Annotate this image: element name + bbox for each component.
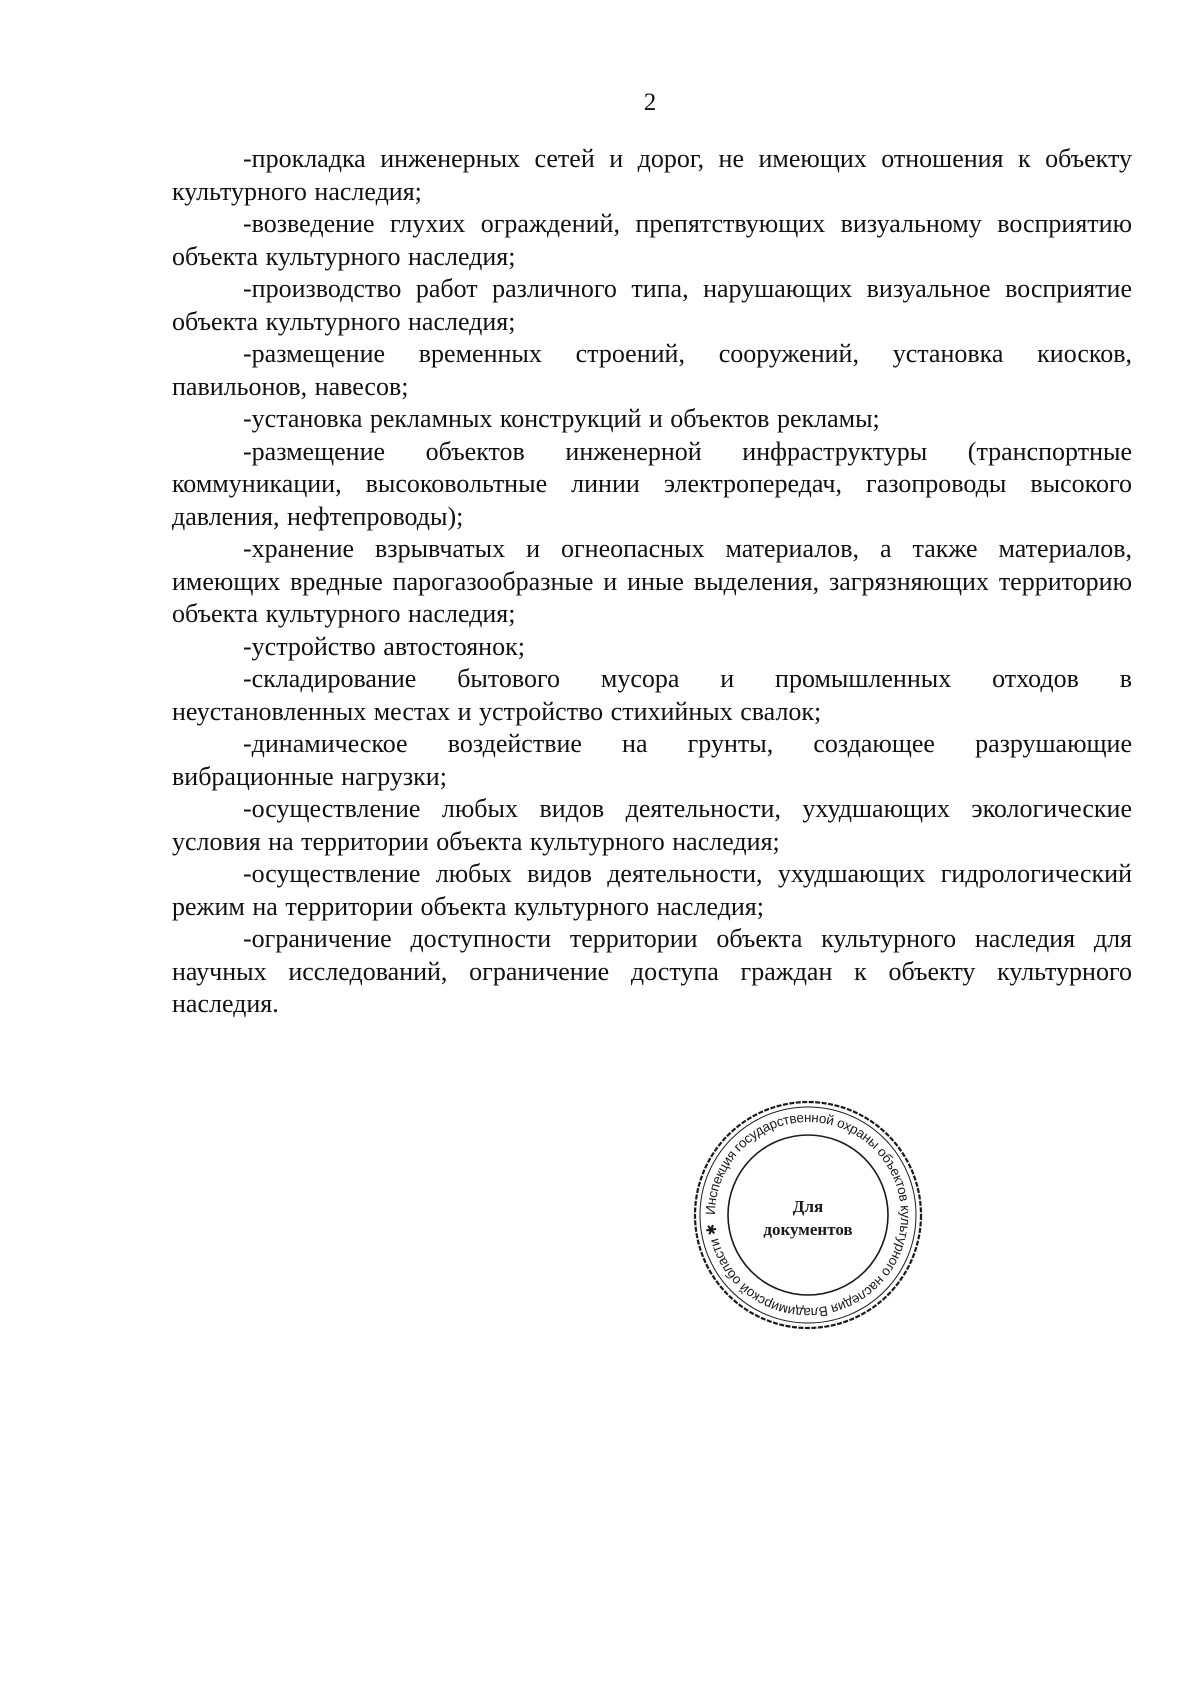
stamp-ring-text: Инспекция государственной охраны объектов культурного наследия Владимирской области ✱: [702, 1109, 914, 1321]
official-stamp: [688, 1095, 928, 1335]
list-item: -складирование бытового мусора и промышленных отходов в неустановленных местах и устройство стихийных свалок;: [172, 664, 1132, 726]
stamp-seal-icon: [688, 1095, 928, 1335]
document-body: [172, 143, 1132, 1021]
list-item: -прокладка инженерных сетей и дорог, не имеющих отношения к объекту культурного наследия;: [172, 144, 1132, 206]
list-item: -динамическое воздействие на грунты, создающее разрушающие вибрационные нагрузки;: [172, 729, 1132, 791]
list-item: -осуществление любых видов деятельности, ухудшающих экологические условия на территории объекта культурного наследия;: [172, 794, 1132, 856]
list-item: -возведение глухих ограждений, препятствующих визуальному восприятию объекта культурного наследия;: [172, 209, 1132, 271]
list-item: -осуществление любых видов деятельности, ухудшающих гидрологический режим на территории объекта культурного наследия;: [172, 859, 1132, 921]
list-item: -ограничение доступности территории объекта культурного наследия для научных исследований, ограничение доступа граждан к объекту культурного наследия.: [172, 924, 1132, 1018]
stamp-center-line1: Для: [792, 1197, 824, 1216]
page-number: 2: [643, 89, 657, 116]
list-item: -устройство автостоянок;: [243, 631, 525, 661]
list-item: -производство работ различного типа, нарушающих визуальное восприятие объекта культурного наследия;: [172, 274, 1132, 336]
stamp-center-line2: документов: [763, 1220, 853, 1239]
list-item: -хранение взрывчатых и огнеопасных материалов, а также материалов, имеющих вредные парогазообразные и иные выделения, загрязняющих территорию объекта культурного наследия;: [172, 534, 1132, 628]
list-item: -размещение объектов инженерной инфраструктуры (транспортные коммуникации, высоковольтные линии электропередач, газопроводы высокого давления, нефтепроводы);: [172, 436, 1132, 531]
list-item: -размещение временных строений, сооружений, установка киосков, павильонов, навесов;: [172, 339, 1132, 401]
list-item: -установка рекламных конструкций и объектов рекламы;: [243, 404, 880, 433]
